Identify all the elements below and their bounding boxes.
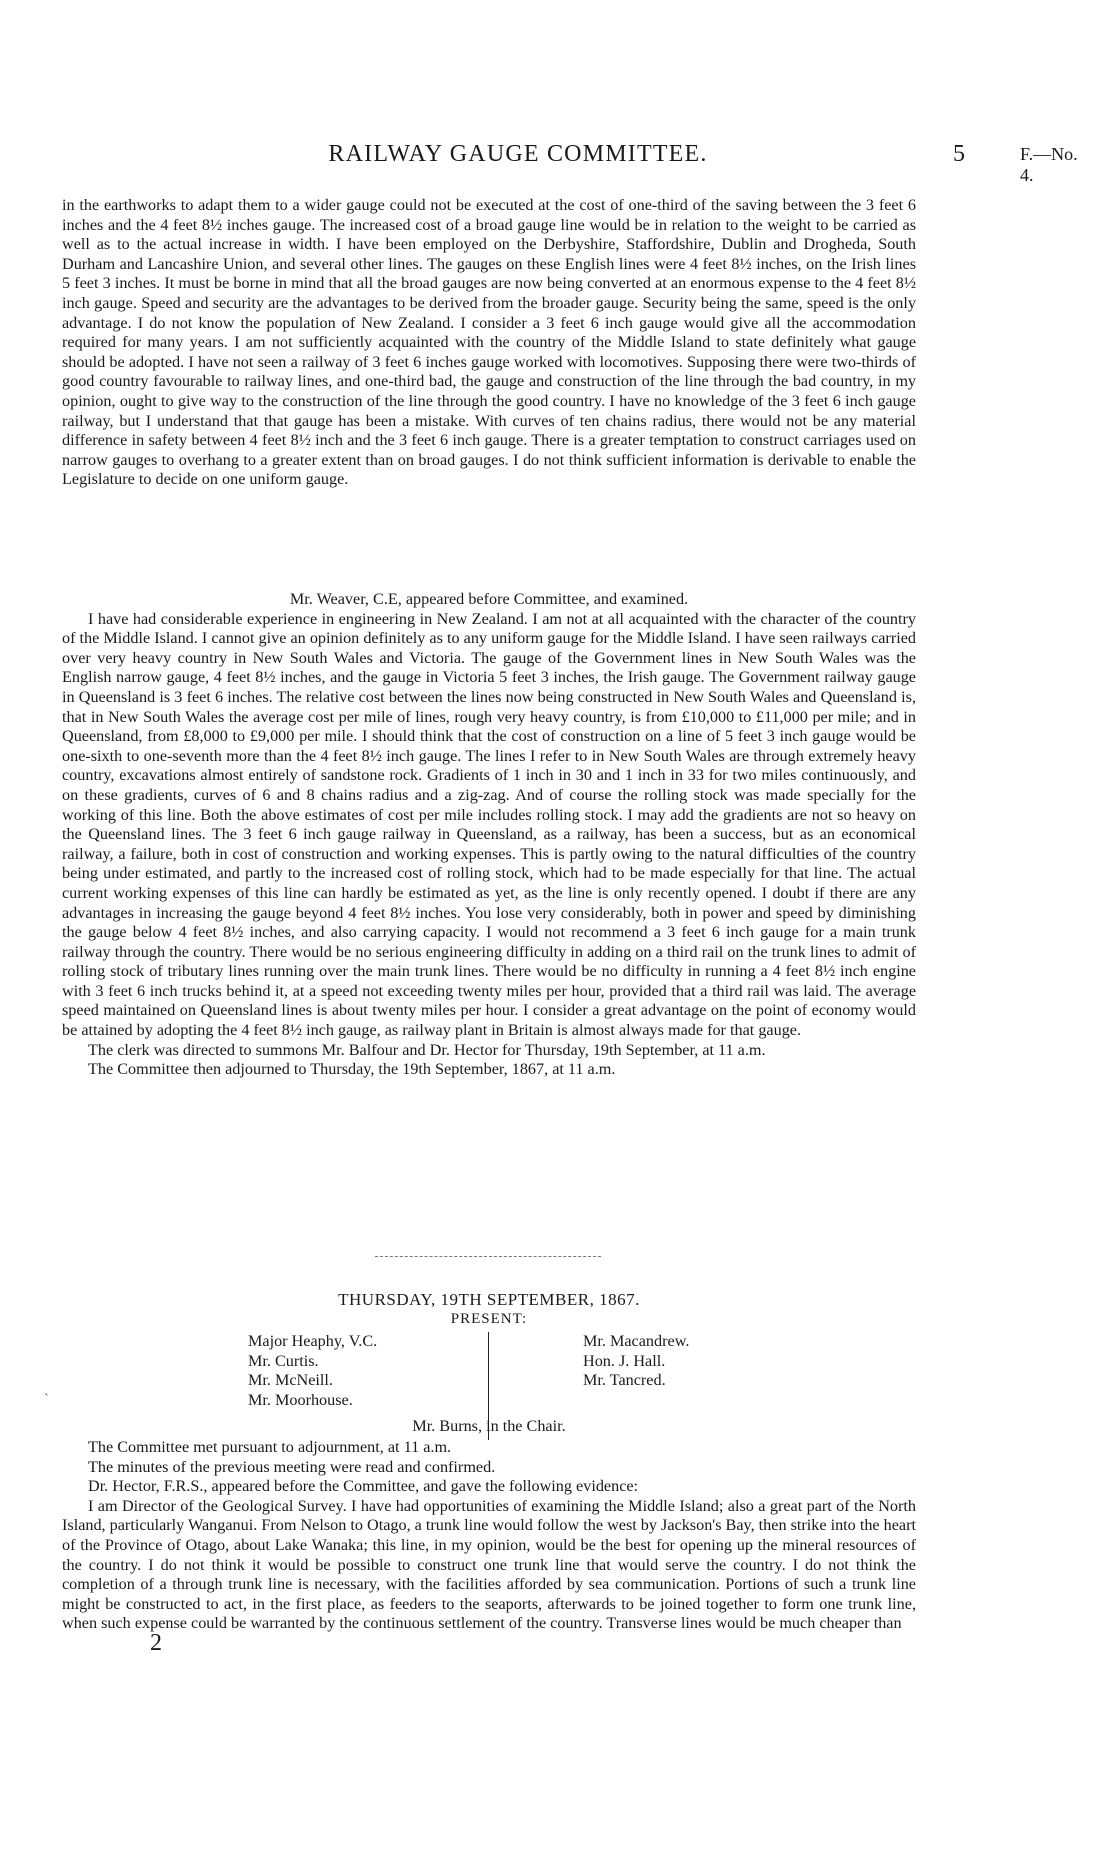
section-divider [375, 1256, 601, 1257]
hector-evidence: I am Director of the Geological Survey. I have had opportunities of examining the Middle Island; also a great part of the North Island, particularly Wanganui. From Nelson to Otago, a trunk line would follow the west by Jackson's Bay, then strike into the heart of the Province of Otago, about Lake Wanaka; this line, in my opinion, would be the best for opening up the mineral resources of the country. I do not think it would be possible to construct one trunk line that would serve the country. I do not think the completion of a through trunk line is necessary, with the facilities afforded by sea communication. Portions of such a trunk line might be constructed to act, in the first place, as feeders to the seaports, afterwards to be joined together to form one trunk line, when such expense could be warranted by the continuous settlement of the country. Transverse lines would be much cheaper than [62, 1496, 916, 1633]
chairman-line: Mr. Burns, in the Chair. [412, 1417, 566, 1435]
member-name: Mr. Tancred. [583, 1371, 666, 1390]
member-name: Mr. Macandrew. [583, 1332, 690, 1350]
member-name: Mr. Curtis. [248, 1351, 319, 1370]
hector-intro: Dr. Hector, F.R.S., appeared before the Committee, and gave the following evidence: [88, 1477, 639, 1496]
running-title: RAILWAY GAUGE COMMITTEE. [328, 141, 708, 167]
members-left-column [248, 1332, 377, 1410]
meeting-note: The Committee met pursuant to adjournment, at 11 a.m. [88, 1438, 452, 1456]
weaver-evidence: I have had considerable experience in engineering in New Zealand. I am not at all acquainted with the character of the country of the Middle Island. I cannot give an opinion definitely as to any uniform gauge for the Middle Island. I have seen railways carried over very heavy country in New South Wales and Victoria. The gauge of the Government lines in New South Wales was the English narrow gauge, 4 feet 8½ inches, and the gauge in Victoria 5 feet 3 inches, the Irish gauge. The Government railway gauge in Queensland is 3 feet 6 inches. The relative cost between the lines now being constructed in New South Wales and Queensland is, that in New South Wales the average cost per mile of lines, rough very heavy country, is from £10,000 to £11,000 per mile; and in Queensland, from £8,000 to £9,000 per mile. I should think that the cost of construction on a line of 5 feet 3 inch gauge would be one-sixth to one-seventh more than the 4 feet 8½ inch gauge. The lines I refer to in New South Wales are through extremely heavy country, excavations almost entirely of sandstone rock. Gradients of 1 inch in 30 and 1 inch in 33 for two miles continuously, and on these gradients, curves of 6 and 8 chains radius and a zig-zag. And of course the rolling stock was made specially for the working of this line. Both the above estimates of cost per mile includes rolling stock. I may add the gradients are not so heavy on the Queensland lines. The 3 feet 6 inch gauge railway in Queensland, as a railway, has been a success, but as an economical railway, a failure, both in cost of construction and working expenses. This is partly owing to the natural difficulties of the country being under estimated, and partly to the increased cost of rolling stock, which had to be made especially for that line. The actual current working expenses of this line can hardly be estimated as yet, as the line is only recently opened. I doubt if there are any advantages in increasing the gauge beyond 4 feet 8½ inches. You lose very considerably, both in power and speed by diminishing the gauge below 4 feet 8½ inches, and also carrying capacity. I would not recommend a 3 feet 6 inch gauge for a main trunk railway through the country. There would be no serious engineering difficulty in adding on a third rail on the trunk lines to admit of rolling stock of tributary lines running over the main trunk lines. There would be no difficulty in running a 4 feet 8½ inch engine with 3 feet 6 inch trucks behind it, at a speed not exceeding twenty miles per hour, provided that a third rail was laid. The average speed maintained on Queensland lines is about twenty miles per hour. I consider a great advantage on the point of economy would be attained by adopting the 4 feet 8½ inch gauge, as railway plant in Britain is almost always made for that gauge. [62, 609, 916, 1040]
members-right-column [583, 1332, 689, 1391]
present-label: PRESENT: [450, 1311, 528, 1327]
member-name: Hon. J. Hall. [583, 1351, 666, 1370]
weaver-section [62, 590, 916, 1080]
hector-section [62, 1438, 916, 1634]
adjournment-note: The Committee then adjourned to Thursday, the 19th September, 1867, at 11 a.m. [88, 1060, 616, 1079]
continued-evidence [62, 196, 916, 490]
page-header [60, 141, 1080, 185]
document-reference: F.—No. 4. [1020, 144, 1078, 185]
member-name: Mr. Moorhouse. [248, 1390, 353, 1409]
continued-evidence-text: in the earthworks to adapt them to a wider gauge could not be executed at the cost of one-third of the saving between the 3 feet 6 inches and the 4 feet 8½ inches gauge. The increased cost of a broad gauge line would be in relation to the weight to be carried as well as to the actual increase in width. I have been employed on the Derbyshire, Staffordshire, Dublin and Drogheda, South Durham and Lancashire Union, and several other lines. The gauges on these English lines were 4 feet 8½ inches, on the Irish lines 5 feet 3 inches. It must be borne in mind that all the broad gauges are now being converted at an enormous expense to the 4 feet 8½ inch gauge. Speed and security are the advantages to be derived from the broader gauge. Security being the same, speed is the only advantage. I do not know the population of New Zealand. I consider a 3 feet 6 inch gauge would give all the accommodation required for many years. I am not sufficiently acquainted with the country of the Middle Island to state definitely what gauge should be adopted. I have not seen a railway of 3 feet 6 inches gauge worked with locomotives. Supposing there were two-thirds of good country favourable to railway lines, and one-third bad, the gauge and construction of the line through the bad country, in my opinion, ought to give way to the construction of the line through the good country. I have no knowledge of the 3 feet 6 inch gauge railway, but I understand that that gauge has been a mistake. With curves of ten chains radius, there would not be any material difference in safety between 4 feet 8½ inch and the 3 feet 6 inch gauge. There is a greater temptation to construct carriages used on narrow gauges to overhang to a greater extent than on broad gauges. I do not think sufficient information is derivable to enable the Legislature to decide on one uniform gauge. [62, 196, 916, 489]
signature-mark: 2 [150, 1630, 162, 1656]
member-name: Mr. McNeill. [248, 1371, 333, 1390]
clerk-note: The clerk was directed to summons Mr. Balfour and Dr. Hector for Thursday, 19th September, at 11 a.m. [88, 1040, 766, 1059]
page-number: 5 [953, 141, 965, 167]
weaver-heading: Mr. Weaver, C.E, appeared before Committee, and examined. [289, 590, 689, 608]
sitting-date: THURSDAY, 19TH SEPTEMBER, 1867. [338, 1290, 640, 1309]
members-present [248, 1332, 768, 1422]
margin-mark: ` [44, 1392, 49, 1407]
minutes-note: The minutes of the previous meeting were read and confirmed. [88, 1457, 496, 1476]
member-name: Major Heaphy, V.C. [248, 1332, 378, 1350]
